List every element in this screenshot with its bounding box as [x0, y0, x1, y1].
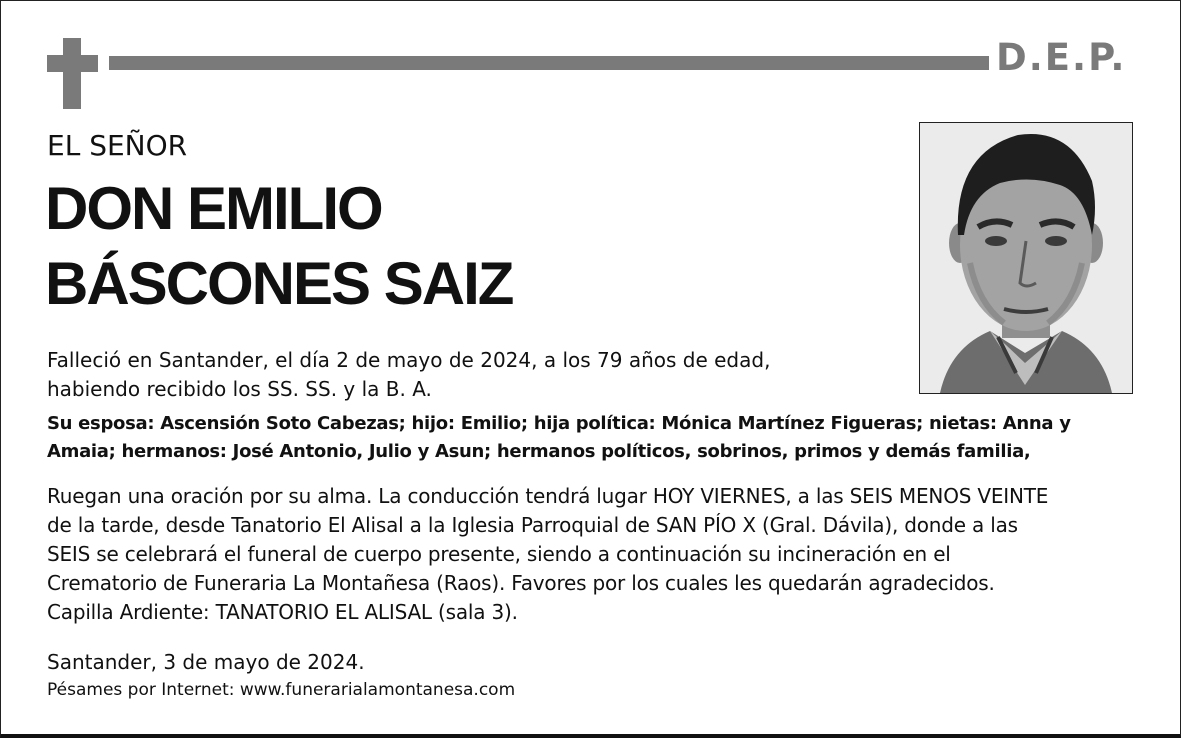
name-line: BÁSCONES SAIZ	[45, 250, 513, 317]
dateline: Santander, 3 de mayo de 2024.	[47, 650, 365, 674]
family-line: Su esposa: Ascensión Soto Cabezas; hijo: Emilio; hija política: Mónica Martínez Figueras; nietas: Anna y	[47, 413, 1071, 434]
funeral-details	[47, 482, 1157, 627]
honorific-title: EL SEÑOR	[47, 129, 188, 162]
death-details-line: Falleció en Santander, el día 2 de mayo de 2024, a los 79 años de edad,	[47, 348, 771, 372]
funeral-details-line: de la tarde, desde Tanatorio El Alisal a la Iglesia Parroquial de SAN PÍO X (Gral. Dávila), donde a las	[47, 513, 1018, 537]
name-line: DON EMILIO	[45, 175, 382, 242]
funeral-details-line: Crematorio de Funeraria La Montañesa (Raos). Favores por los cuales les quedarán agradecidos.	[47, 571, 995, 595]
cross-icon	[63, 38, 81, 109]
dep-label: D.E.P.	[996, 36, 1127, 79]
funeral-details-line: SEIS se celebrará el funeral de cuerpo presente, siendo a continuación su incineración en el	[47, 542, 951, 566]
condolences-link-text: Pésames por Internet: www.funerarialamontanesa.com	[47, 680, 516, 700]
deceased-name	[45, 171, 512, 321]
funeral-details-line: Capilla Ardiente: TANATORIO EL ALISAL (sala 3).	[47, 600, 518, 624]
death-details-line: habiendo recibido los SS. SS. y la B. A.	[47, 377, 432, 401]
header-rule	[109, 56, 989, 70]
cross-icon-bar	[47, 55, 98, 72]
deceased-photo	[919, 122, 1133, 394]
funeral-details-line: Ruegan una oración por su alma. La conducción tendrá lugar HOY VIERNES, a las SEIS MENOS VEINTE	[47, 484, 1049, 508]
death-details	[47, 346, 887, 404]
family-list	[47, 410, 1157, 466]
family-line: Amaia; hermanos: José Antonio, Julio y Asun; hermanos políticos, sobrinos, primos y demás familia,	[47, 441, 1031, 462]
portrait-icon	[920, 123, 1132, 393]
